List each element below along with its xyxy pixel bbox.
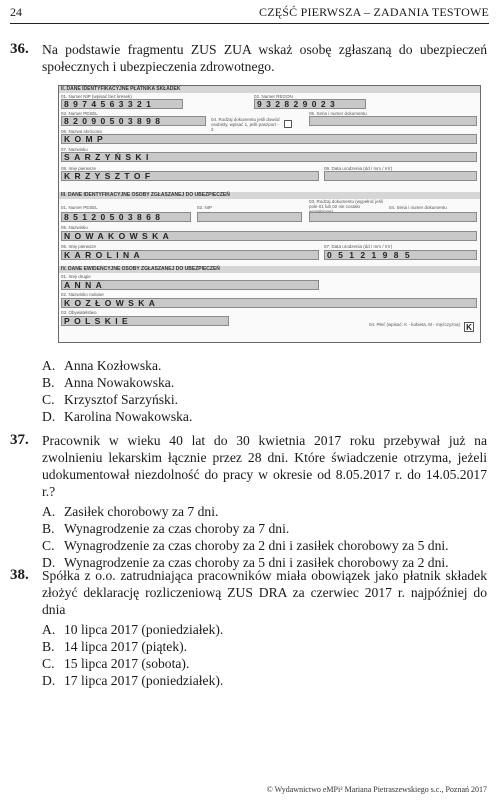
option-d: D. Wynagrodzenie za czas choroby za 5 dni i zasiłek chorobowy za 2 dni. bbox=[42, 555, 449, 570]
option-b: B. 14 lipca 2017 (piątek). bbox=[42, 639, 188, 654]
label-doc-no: 05. Seria i numer dokumentu bbox=[309, 111, 367, 116]
page-header bbox=[10, 4, 489, 22]
label-regon: 02. Numer REGON bbox=[254, 94, 293, 99]
label-person-doc-type: 03. Rodzaj dokumentu (wypełnić jeśli pole 01 lub 02 nie zostało bbox=[309, 199, 384, 209]
person-first-name-value: KAROLINA bbox=[64, 250, 145, 260]
citizenship-value: POLSKIE bbox=[64, 316, 133, 326]
section-payer-title: II. DANE IDENTYFIKACYJNE PŁATNIKA SKŁADEK bbox=[59, 86, 480, 93]
label-surname: 07. Nazwisko bbox=[61, 147, 88, 152]
label-person-surname: 05. Nazwisko bbox=[61, 225, 88, 230]
maiden-name-value: KOZŁOWSKA bbox=[64, 298, 160, 308]
question-text: Spółka z o.o. zatrudniająca pracowników miała obowiązek jako płatnik składek złożyć deklarację rozliczeniową ZUS DRA za czerwiec 2017 r. najpóźniej do dnia bbox=[42, 568, 487, 617]
option-a: A. Zasiłek chorobowy za 7 dni. bbox=[42, 504, 219, 519]
label-person-pesel: 01. Numer PESEL bbox=[61, 205, 98, 210]
header-rule bbox=[10, 23, 489, 24]
question-number: 38. bbox=[10, 567, 29, 583]
section-records-title: IV. DANE EWIDENCYJNE OSOBY ZGŁASZANEJ DO UBEZPIECZEŃ bbox=[59, 266, 480, 273]
label-sex: 04. Płeć (wpisać: K - kobieta, M - mężczyzna) bbox=[369, 322, 461, 327]
option-c: C. 15 lipca 2017 (sobota). bbox=[42, 656, 190, 671]
question-number: 36. bbox=[10, 41, 29, 57]
person-birth-date-value: 05121985 bbox=[327, 250, 417, 260]
label-first-name: 08. Imię pierwsze bbox=[61, 166, 97, 171]
surname-value: SARZYŃSKI bbox=[64, 152, 153, 162]
person-surname-value: NOWAKOWSKA bbox=[64, 231, 174, 241]
option-d: D. Karolina Nowakowska. bbox=[42, 409, 193, 424]
label-doc-type: 04. Rodzaj dokumentu jeśli dowód osobisty, wpisać 1, jeśli paszport - 2 bbox=[211, 117, 280, 132]
person-doc-boxes bbox=[309, 212, 477, 222]
second-name-value: ANNA bbox=[64, 280, 107, 290]
question-37 bbox=[10, 432, 487, 571]
label-person-first-name: 06. Imię pierwsze bbox=[61, 244, 97, 249]
option-c: C. Wynagrodzenie za czas choroby za 2 dni i zasiłek chorobowy za 5 dni. bbox=[42, 538, 449, 553]
label-short-name: 06. Nazwa skrócona bbox=[61, 129, 102, 134]
question-text: Na podstawie fragmentu ZUS ZUA wskaż osobę zgłaszaną do ubezpieczeń społecznych i ubezpieczenia zdrowotnego. bbox=[42, 42, 487, 74]
publisher-footer: © Wydawnictwo eMPi² Mariana Pietraszewskiego s.c., Poznań 2017 bbox=[266, 785, 487, 794]
question-36-options bbox=[10, 357, 487, 425]
doc-type-box bbox=[284, 120, 292, 128]
person-nip-boxes bbox=[197, 212, 302, 222]
nip-value: 8974563321 bbox=[64, 99, 156, 109]
first-name-value: KRZYSZTOF bbox=[64, 171, 155, 181]
zus-zua-form bbox=[58, 85, 481, 343]
option-d: D. 17 lipca 2017 (poniedziałek). bbox=[42, 673, 224, 688]
birth-date-boxes bbox=[324, 171, 477, 181]
question-36 bbox=[10, 41, 487, 75]
sex-box: K bbox=[464, 322, 474, 332]
label-citizenship: 03. Obywatelstwo bbox=[61, 310, 97, 315]
label-person-nip: 02. NIP bbox=[197, 205, 213, 210]
question-text: Pracownik w wieku 40 lat do 30 kwietnia 2017 roku przebywał już na zwolnieniu lekarskim łącznie przez 28 dni. Które świadczenie otrzyma, jeżeli udokumentował niezdolność do pracy w okresie od 8.05.2017 r. do 14.05.2017 r.? bbox=[42, 433, 487, 499]
label-person-doc-no: 04. Seria i numer dokumentu bbox=[389, 205, 447, 210]
label-nip: 01. Numer NIP (wpisać bez kresek) bbox=[61, 94, 132, 99]
regon-value: 932829023 bbox=[257, 99, 340, 109]
person-pesel-value: 85120503868 bbox=[64, 212, 165, 222]
option-b: B. Anna Nowakowska. bbox=[42, 375, 175, 390]
pesel-value: 82090503898 bbox=[64, 116, 165, 126]
option-b: B. Wynagrodzenie za czas choroby za 7 dni. bbox=[42, 521, 290, 536]
page-number: 24 bbox=[10, 5, 22, 19]
doc-no-boxes bbox=[309, 116, 477, 126]
label-person-birth-date: 07. Data urodzenia (dd / mm / rrrr) bbox=[324, 244, 393, 249]
short-name-boxes bbox=[61, 134, 477, 144]
option-a: A. Anna Kozłowska. bbox=[42, 358, 162, 373]
question-number: 37. bbox=[10, 432, 29, 448]
question-38 bbox=[10, 567, 487, 689]
option-a: A. 10 lipca 2017 (poniedziałek). bbox=[42, 622, 224, 637]
option-c: C. Krzysztof Sarzyński. bbox=[42, 392, 179, 407]
short-name-value: KOMP bbox=[64, 134, 108, 144]
chapter-title: CZĘŚĆ PIERWSZA – ZADANIA TESTOWE bbox=[259, 5, 489, 19]
label-second-name: 01. Imię drugie bbox=[61, 274, 91, 279]
label-pesel: 03. Numer PESEL bbox=[61, 111, 98, 116]
section-person-title: III. DANE IDENTYFIKACYJNE OSOBY ZGŁASZANEJ DO UBEZPIECZEŃ bbox=[59, 192, 480, 199]
label-birth-date: 09. Data urodzenia (dd / mm / rrrr) bbox=[324, 166, 393, 171]
label-maiden-name: 02. Nazwisko rodowe bbox=[61, 292, 104, 297]
